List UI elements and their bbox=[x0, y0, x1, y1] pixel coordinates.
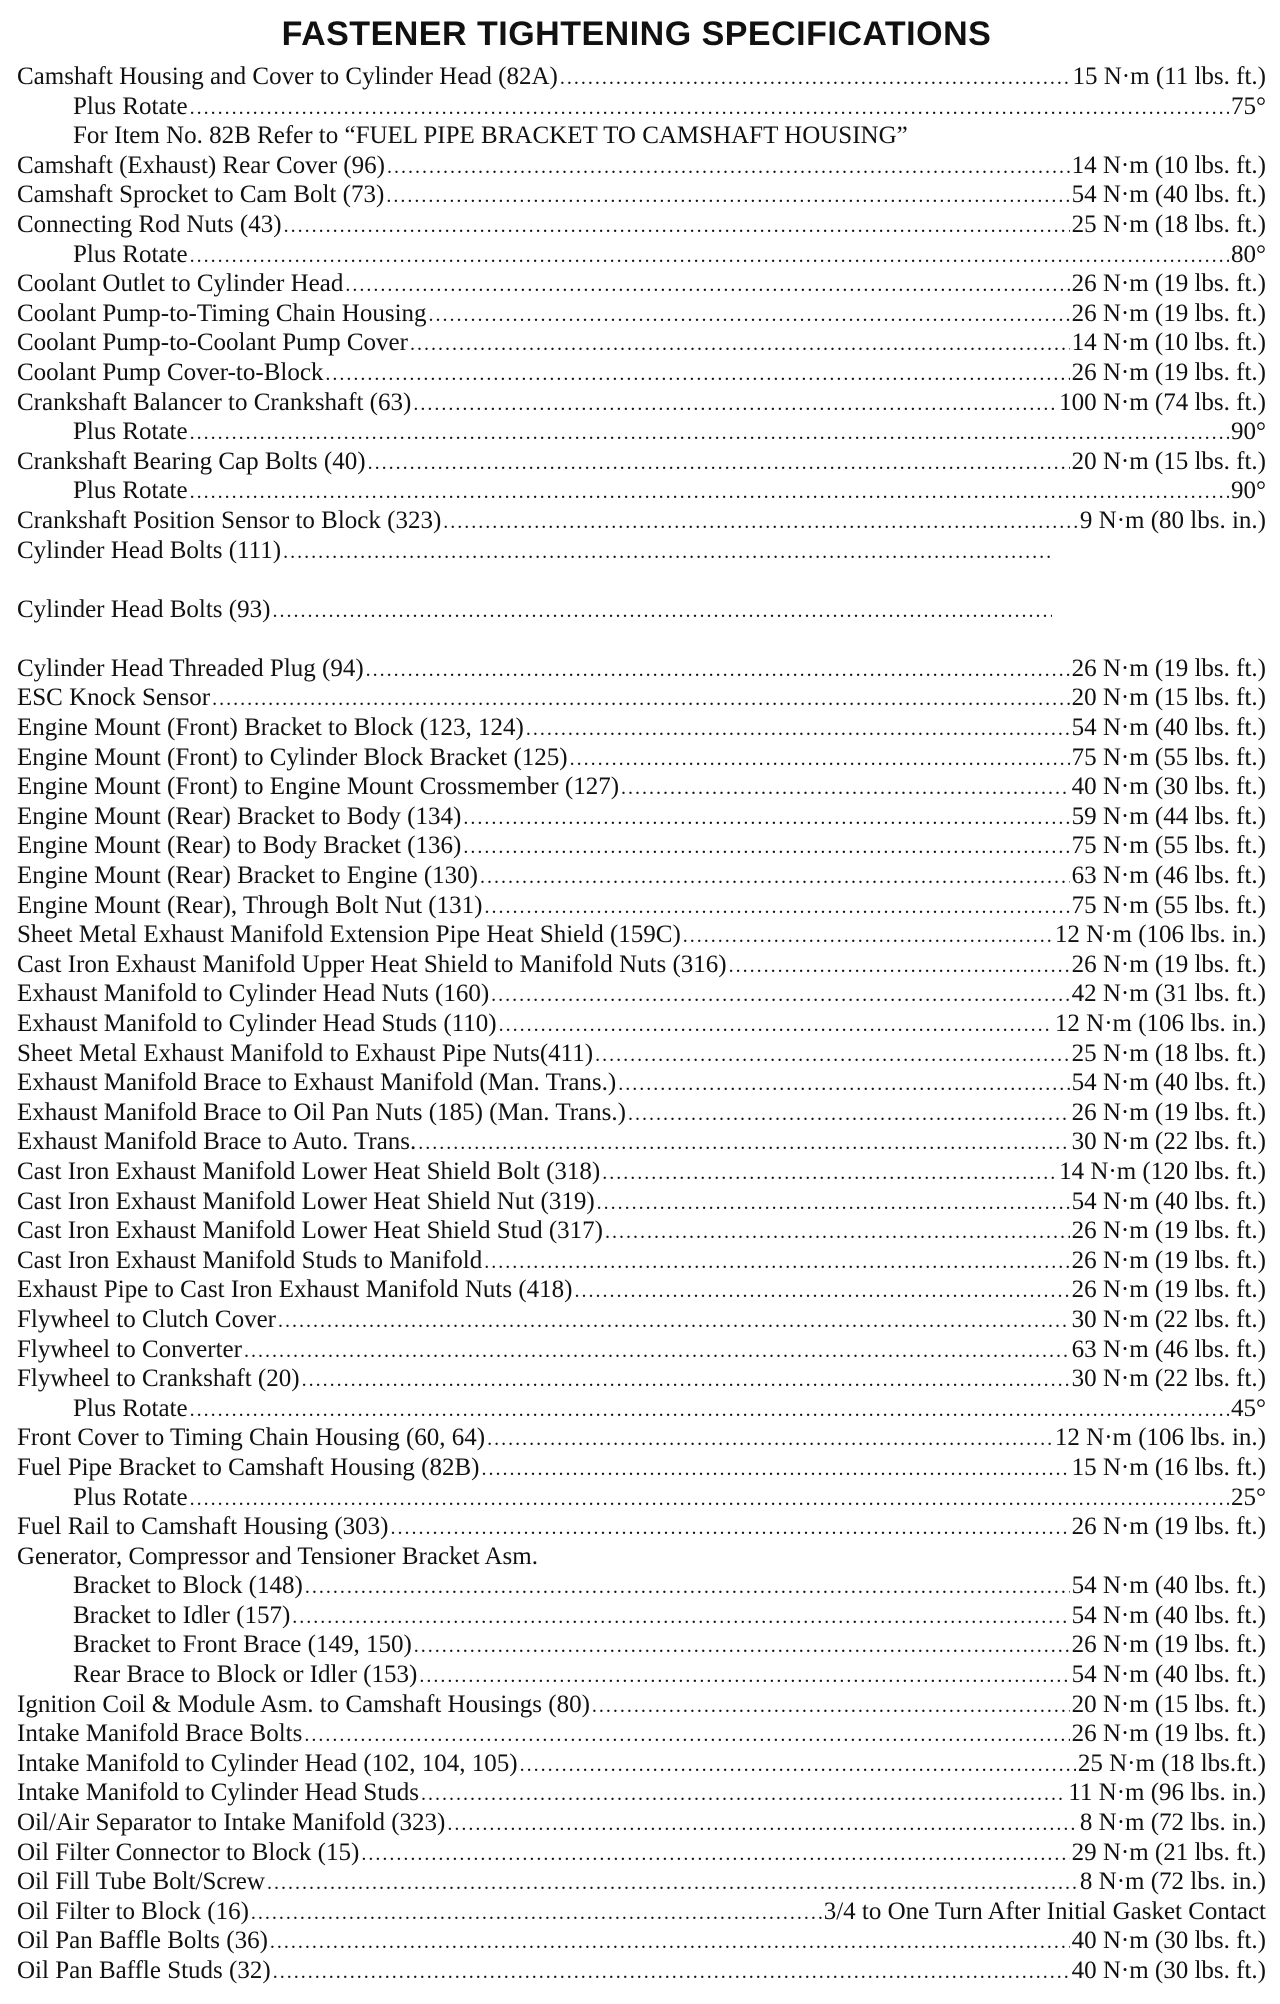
page-title: FASTENER TIGHTENING SPECIFICATIONS bbox=[281, 15, 992, 53]
dot-leader bbox=[244, 1337, 1070, 1365]
spec-value: 45° bbox=[1231, 1394, 1266, 1422]
dot-leader bbox=[273, 1958, 1070, 1986]
spec-value: 54 N·m (40 lbs. ft.) bbox=[1071, 714, 1266, 742]
spec-value: 15 N·m (16 lbs. ft.) bbox=[1071, 1453, 1266, 1481]
dot-leader bbox=[304, 1721, 1069, 1749]
dot-leader bbox=[212, 685, 1070, 713]
spec-row bbox=[17, 92, 1266, 122]
dot-leader bbox=[391, 1514, 1070, 1542]
spec-item-name: Flywheel to Crankshaft (20) bbox=[17, 1365, 300, 1393]
spec-row bbox=[17, 1630, 1266, 1660]
spec-value: 20 N·m (15 lbs. ft.) bbox=[1071, 447, 1266, 475]
spec-row bbox=[17, 654, 1266, 684]
spec-value: 20 N·m (15 lbs. ft.) bbox=[1071, 684, 1266, 712]
dot-leader bbox=[499, 1011, 1053, 1039]
spec-row bbox=[17, 802, 1266, 832]
spec-row bbox=[17, 1305, 1266, 1335]
spec-item-name: Exhaust Manifold Brace to Exhaust Manifold (Man. Trans.) bbox=[17, 1069, 617, 1097]
spec-row bbox=[17, 595, 1266, 625]
spec-value: 25 N·m (18 lbs. ft.) bbox=[1071, 1039, 1266, 1067]
spec-row bbox=[17, 1808, 1266, 1838]
spec-row bbox=[17, 1690, 1266, 1720]
spec-item-name: Bracket to Block (148) bbox=[73, 1572, 303, 1600]
spec-item-name: Oil Filter to Block (16) bbox=[17, 1897, 249, 1925]
spec-value: 54 N·m (40 lbs. ft.) bbox=[1071, 1601, 1266, 1629]
dot-leader bbox=[729, 952, 1070, 980]
spec-list bbox=[17, 62, 1266, 1986]
dot-leader bbox=[368, 449, 1070, 477]
spec-row bbox=[17, 328, 1266, 358]
spec-item-name: Bracket to Front Brace (149, 150) bbox=[73, 1631, 412, 1659]
spec-row bbox=[17, 743, 1266, 773]
spec-item-name: Oil Pan Baffle Studs (32) bbox=[17, 1957, 271, 1984]
dot-leader bbox=[526, 715, 1070, 743]
spec-row bbox=[17, 1364, 1266, 1394]
spec-item-name: Plus Rotate bbox=[73, 240, 188, 268]
spec-item-name: Engine Mount (Rear), Through Bolt Nut (131) bbox=[17, 891, 483, 919]
dot-leader bbox=[628, 1100, 1070, 1128]
spec-row bbox=[17, 624, 1266, 654]
spec-item-name: Flywheel to Converter bbox=[17, 1335, 242, 1363]
spec-item-name: Oil/Air Separator to Intake Manifold (323) bbox=[17, 1809, 446, 1837]
spec-row bbox=[17, 979, 1266, 1009]
dot-leader bbox=[190, 242, 1229, 270]
dot-leader bbox=[618, 1070, 1069, 1098]
spec-row bbox=[17, 299, 1266, 329]
dot-leader bbox=[683, 922, 1053, 950]
spec-value: 26 N·m (19 lbs. ft.) bbox=[1071, 1631, 1266, 1659]
spec-value: 63 N·m (46 lbs. ft.) bbox=[1071, 1335, 1266, 1363]
spec-row bbox=[17, 1098, 1266, 1128]
spec-value: 14 N·m (10 lbs. ft.) bbox=[1071, 329, 1266, 357]
spec-item-name: Engine Mount (Rear) Bracket to Body (134) bbox=[17, 802, 462, 830]
dot-leader bbox=[190, 1396, 1229, 1424]
spec-row bbox=[17, 950, 1266, 980]
spec-value: 40 N·m (30 lbs. ft.) bbox=[1071, 1927, 1266, 1955]
spec-value: 26 N·m (19 lbs. ft.) bbox=[1071, 358, 1266, 386]
spec-value: 12 N·m (106 lbs. in.) bbox=[1054, 1010, 1266, 1037]
dot-leader bbox=[190, 419, 1229, 447]
dot-leader bbox=[570, 745, 1070, 773]
spec-row bbox=[17, 1897, 1266, 1927]
spec-item-name: Cast Iron Exhaust Manifold Upper Heat Shield to Manifold Nuts (316) bbox=[17, 950, 727, 978]
spec-item-name: Oil Pan Baffle Bolts (36) bbox=[17, 1927, 268, 1955]
spec-item-name: Plus Rotate bbox=[73, 1483, 188, 1511]
spec-row bbox=[17, 1394, 1266, 1424]
dot-leader bbox=[190, 1485, 1229, 1513]
spec-row bbox=[17, 358, 1266, 388]
dot-leader bbox=[305, 1573, 1070, 1601]
spec-value: 54 N·m (40 lbs. ft.) bbox=[1071, 1069, 1266, 1097]
spec-value: 54 N·m (40 lbs. ft.) bbox=[1071, 1572, 1266, 1600]
dot-leader bbox=[361, 1840, 1069, 1868]
spec-value: 15 N·m (11 lbs. ft.) bbox=[1072, 63, 1266, 90]
spec-item-name: Cylinder Head Bolts (93) bbox=[17, 595, 271, 623]
spec-item-name: Engine Mount (Front) Bracket to Block (123, 124) bbox=[17, 714, 524, 742]
spec-item-name: Cast Iron Exhaust Manifold Lower Heat Shield Bolt (318) bbox=[17, 1157, 601, 1185]
spec-item-name: Oil Fill Tube Bolt/Screw bbox=[17, 1868, 265, 1896]
spec-item-name: Exhaust Pipe to Cast Iron Exhaust Manifold Nuts (418) bbox=[17, 1276, 573, 1304]
spec-row bbox=[17, 210, 1266, 240]
spec-row bbox=[17, 831, 1266, 861]
spec-row bbox=[17, 1867, 1266, 1897]
dot-leader bbox=[270, 1928, 1070, 1956]
spec-value: 100 N·m (74 lbs. ft.) bbox=[1059, 388, 1266, 416]
dot-leader bbox=[592, 1692, 1070, 1720]
spec-row bbox=[17, 417, 1266, 447]
spec-value: 59 N·m (44 lbs. ft.) bbox=[1071, 802, 1266, 830]
spec-row bbox=[17, 683, 1266, 713]
spec-row bbox=[17, 1157, 1266, 1187]
spec-row bbox=[17, 1719, 1266, 1749]
spec-value: 26 N·m (19 lbs. ft.) bbox=[1071, 1217, 1266, 1245]
spec-item-name: Exhaust Manifold Brace to Oil Pan Nuts (185) (Man. Trans.) bbox=[17, 1098, 626, 1126]
spec-item-name: Coolant Pump-to-Coolant Pump Cover bbox=[17, 329, 408, 357]
spec-row bbox=[17, 1483, 1266, 1513]
spec-item-name: Exhaust Manifold to Cylinder Head Nuts (160) bbox=[17, 980, 490, 1008]
spec-item-name: Engine Mount (Rear) Bracket to Engine (130) bbox=[17, 862, 478, 890]
spec-item-name: Exhaust Manifold to Cylinder Head Studs (110) bbox=[17, 1010, 497, 1037]
spec-value: 3/4 to One Turn After Initial Gasket Contact bbox=[823, 1897, 1266, 1925]
spec-item-name: Camshaft Sprocket to Cam Bolt (73) bbox=[17, 181, 385, 209]
spec-row bbox=[17, 1512, 1266, 1542]
spec-item-name: Fuel Rail to Camshaft Housing (303) bbox=[17, 1513, 389, 1541]
spec-value: 14 N·m (10 lbs. ft.) bbox=[1071, 151, 1266, 179]
spec-row bbox=[17, 1956, 1266, 1986]
spec-row bbox=[17, 1542, 1266, 1572]
dot-leader bbox=[463, 833, 1069, 861]
spec-item-name: Bracket to Idler (157) bbox=[73, 1601, 291, 1629]
dot-leader bbox=[520, 1751, 1076, 1779]
dot-leader bbox=[278, 1307, 1070, 1335]
spec-value: 14 N·m (120 lbs. ft.) bbox=[1059, 1157, 1266, 1185]
spec-row bbox=[17, 388, 1266, 418]
spec-value: 26 N·m (19 lbs. ft.) bbox=[1071, 950, 1266, 978]
dot-leader bbox=[602, 1159, 1057, 1187]
spec-value: 26 N·m (19 lbs. ft.) bbox=[1071, 270, 1266, 298]
spec-item-name: Cast Iron Exhaust Manifold Lower Heat Shield Stud (317) bbox=[17, 1217, 604, 1245]
dot-leader bbox=[414, 1632, 1070, 1660]
spec-value: 8 N·m (72 lbs. in.) bbox=[1079, 1868, 1266, 1896]
spec-item-name: Intake Manifold Brace Bolts bbox=[17, 1720, 303, 1748]
dot-leader bbox=[418, 1129, 1069, 1157]
spec-item-name: Flywheel to Clutch Cover bbox=[17, 1305, 276, 1333]
dot-leader bbox=[325, 360, 1069, 388]
spec-value: 42 N·m (31 lbs. ft.) bbox=[1071, 980, 1266, 1008]
spec-row bbox=[17, 151, 1266, 181]
dot-leader bbox=[345, 271, 1069, 299]
spec-item-name: Plus Rotate bbox=[73, 92, 188, 120]
spec-row bbox=[17, 891, 1266, 921]
spec-value: 11 N·m (96 lbs. in.) bbox=[1068, 1779, 1266, 1807]
spec-item-name: Sheet Metal Exhaust Manifold to Exhaust Pipe Nuts(411) bbox=[17, 1039, 594, 1067]
dot-leader bbox=[366, 656, 1070, 684]
spec-item-name: Plus Rotate bbox=[73, 1394, 188, 1422]
dot-leader bbox=[484, 1248, 1069, 1276]
spec-value: 40 N·m (30 lbs. ft.) bbox=[1071, 1957, 1266, 1984]
spec-row bbox=[17, 1838, 1266, 1868]
spec-value: 26 N·m (19 lbs. ft.) bbox=[1071, 299, 1266, 327]
spec-value: 63 N·m (46 lbs. ft.) bbox=[1071, 862, 1266, 890]
spec-row bbox=[17, 1216, 1266, 1246]
spec-row bbox=[17, 565, 1266, 595]
spec-row bbox=[17, 180, 1266, 210]
spec-row bbox=[17, 1453, 1266, 1483]
spec-item-name: Camshaft (Exhaust) Rear Cover (96) bbox=[17, 151, 385, 179]
spec-item-name: For Item No. 82B Refer to “FUEL PIPE BRACKET TO CAMSHAFT HOUSING” bbox=[73, 122, 908, 150]
spec-row bbox=[17, 1749, 1266, 1779]
dot-leader bbox=[443, 508, 1078, 536]
spec-item-name: Crankshaft Bearing Cap Bolts (40) bbox=[17, 447, 366, 475]
dot-leader bbox=[491, 981, 1069, 1009]
spec-row bbox=[17, 920, 1266, 950]
spec-row bbox=[17, 861, 1266, 891]
spec-row bbox=[17, 1601, 1266, 1631]
spec-value: 90° bbox=[1231, 418, 1266, 446]
dot-leader bbox=[429, 301, 1070, 329]
spec-value: 75 N·m (55 lbs. ft.) bbox=[1071, 891, 1266, 919]
dot-leader bbox=[595, 1041, 1070, 1069]
spec-item-name: Cylinder Head Bolts (111) bbox=[17, 536, 282, 564]
spec-item-name: Intake Manifold to Cylinder Head Studs bbox=[17, 1779, 420, 1807]
spec-value: 30 N·m (22 lbs. ft.) bbox=[1071, 1128, 1266, 1156]
spec-value: 54 N·m (40 lbs. ft.) bbox=[1071, 1187, 1266, 1215]
spec-row bbox=[17, 1778, 1266, 1808]
dot-leader bbox=[463, 804, 1069, 832]
spec-value: 25° bbox=[1231, 1483, 1266, 1511]
dot-leader bbox=[251, 1899, 822, 1927]
spec-row bbox=[17, 772, 1266, 802]
spec-value: 80° bbox=[1231, 240, 1266, 268]
spec-value: 25 N·m (18 lbs. ft.) bbox=[1071, 210, 1266, 238]
spec-item-name: Cast Iron Exhaust Manifold Studs to Manifold bbox=[17, 1246, 483, 1274]
dot-leader bbox=[605, 1218, 1070, 1246]
spec-value: 29 N·m (21 lbs. ft.) bbox=[1071, 1838, 1266, 1866]
spec-row bbox=[17, 269, 1266, 299]
spec-row bbox=[17, 1246, 1266, 1276]
dot-leader bbox=[386, 182, 1069, 210]
dot-leader bbox=[292, 1603, 1069, 1631]
spec-value: 26 N·m (19 lbs. ft.) bbox=[1071, 1720, 1266, 1748]
dot-leader bbox=[487, 1425, 1053, 1453]
spec-row bbox=[17, 713, 1266, 743]
spec-item-name: Crankshaft Balancer to Crankshaft (63) bbox=[17, 388, 412, 416]
spec-item-name: Exhaust Manifold Brace to Auto. Trans. bbox=[17, 1128, 417, 1156]
spec-value: 25 N·m (18 lbs.ft.) bbox=[1077, 1749, 1266, 1777]
spec-item-name: Sheet Metal Exhaust Manifold Extension Pipe Heat Shield (159C) bbox=[17, 921, 681, 949]
spec-row bbox=[17, 1423, 1266, 1453]
spec-item-name: Camshaft Housing and Cover to Cylinder Head (82A) bbox=[17, 63, 558, 90]
dot-leader bbox=[284, 212, 1070, 240]
spec-item-name: ESC Knock Sensor bbox=[17, 684, 211, 712]
spec-value: 12 N·m (106 lbs. in.) bbox=[1054, 921, 1266, 949]
dot-leader bbox=[190, 478, 1229, 506]
spec-item-name: Coolant Pump Cover-to-Block bbox=[17, 358, 324, 386]
spec-row bbox=[17, 536, 1266, 566]
dot-leader bbox=[190, 94, 1229, 122]
spec-value: 26 N·m (19 lbs. ft.) bbox=[1071, 1276, 1266, 1304]
spec-row bbox=[17, 240, 1266, 270]
spec-row bbox=[17, 1039, 1266, 1069]
spec-row bbox=[17, 506, 1266, 536]
dot-leader bbox=[480, 863, 1070, 891]
spec-row bbox=[17, 447, 1266, 477]
spec-value: 26 N·m (19 lbs. ft.) bbox=[1071, 1513, 1266, 1541]
spec-value: 40 N·m (30 lbs. ft.) bbox=[1071, 773, 1266, 801]
spec-item-name: Engine Mount (Front) to Engine Mount Crossmember (127) bbox=[17, 773, 620, 801]
dot-leader bbox=[447, 1810, 1078, 1838]
spec-value: 75 N·m (55 lbs. ft.) bbox=[1071, 743, 1266, 771]
spec-value: 75° bbox=[1231, 92, 1266, 120]
spec-item-name: Plus Rotate bbox=[73, 418, 188, 446]
spec-value: 90° bbox=[1231, 477, 1266, 505]
spec-value: 54 N·m (40 lbs. ft.) bbox=[1071, 181, 1266, 209]
spec-item-name: Cast Iron Exhaust Manifold Lower Heat Shield Nut (319) bbox=[17, 1187, 595, 1215]
dot-leader bbox=[421, 1780, 1066, 1808]
spec-value: 30 N·m (22 lbs. ft.) bbox=[1071, 1365, 1266, 1393]
spec-row bbox=[17, 1335, 1266, 1365]
spec-row bbox=[17, 1009, 1266, 1039]
dot-leader bbox=[272, 597, 1052, 625]
dot-leader bbox=[302, 1366, 1070, 1394]
dot-leader bbox=[481, 1455, 1069, 1483]
spec-row bbox=[17, 121, 1266, 151]
dot-leader bbox=[413, 390, 1057, 418]
spec-row bbox=[17, 1571, 1266, 1601]
dot-leader bbox=[621, 774, 1070, 802]
spec-value: 26 N·m (19 lbs. ft.) bbox=[1071, 1098, 1266, 1126]
spec-item-name: Coolant Pump-to-Timing Chain Housing bbox=[17, 299, 427, 327]
dot-leader bbox=[560, 64, 1071, 92]
spec-item-name: Ignition Coil & Module Asm. to Camshaft Housings (80) bbox=[17, 1690, 590, 1718]
spec-value: 20 N·m (15 lbs. ft.) bbox=[1071, 1690, 1266, 1718]
spec-value: 26 N·m (19 lbs. ft.) bbox=[1071, 654, 1266, 682]
dot-leader bbox=[283, 538, 1052, 566]
spec-item-name: Plus Rotate bbox=[73, 477, 188, 505]
spec-row bbox=[17, 1926, 1266, 1956]
dot-leader bbox=[484, 893, 1069, 921]
spec-item-name: Oil Filter Connector to Block (15) bbox=[17, 1838, 360, 1866]
dot-leader bbox=[419, 1662, 1069, 1690]
dot-leader bbox=[387, 153, 1070, 181]
dot-leader bbox=[575, 1277, 1070, 1305]
dot-leader bbox=[597, 1189, 1070, 1217]
spec-value: 12 N·m (106 lbs. in.) bbox=[1054, 1424, 1266, 1452]
spec-item-name: Fuel Pipe Bracket to Camshaft Housing (82B) bbox=[17, 1453, 480, 1481]
spec-row bbox=[17, 62, 1266, 92]
spec-value: 26 N·m (19 lbs. ft.) bbox=[1071, 1246, 1266, 1274]
dot-leader bbox=[267, 1869, 1078, 1897]
spec-value: 8 N·m (72 lbs. in.) bbox=[1079, 1809, 1266, 1837]
spec-row bbox=[17, 1660, 1266, 1690]
dot-leader bbox=[410, 330, 1070, 358]
spec-item-name: Crankshaft Position Sensor to Block (323) bbox=[17, 506, 442, 534]
spec-item-name: Connecting Rod Nuts (43) bbox=[17, 210, 282, 238]
spec-value: 9 N·m (80 lbs. in.) bbox=[1079, 506, 1266, 534]
spec-item-name: Cylinder Head Threaded Plug (94) bbox=[17, 654, 364, 682]
spec-row bbox=[17, 476, 1266, 506]
spec-item-name: Front Cover to Timing Chain Housing (60, 64) bbox=[17, 1424, 486, 1452]
spec-item-name: Coolant Outlet to Cylinder Head bbox=[17, 270, 344, 298]
spec-row bbox=[17, 1187, 1266, 1217]
spec-value: 54 N·m (40 lbs. ft.) bbox=[1071, 1661, 1266, 1689]
spec-item-name: Rear Brace to Block or Idler (153) bbox=[73, 1661, 418, 1689]
spec-item-name: Engine Mount (Front) to Cylinder Block Bracket (125) bbox=[17, 743, 568, 771]
spec-item-name: Engine Mount (Rear) to Body Bracket (136) bbox=[17, 832, 462, 860]
spec-value: 30 N·m (22 lbs. ft.) bbox=[1071, 1305, 1266, 1333]
spec-row bbox=[17, 1275, 1266, 1305]
spec-row bbox=[17, 1127, 1266, 1157]
spec-value: 75 N·m (55 lbs. ft.) bbox=[1071, 832, 1266, 860]
spec-item-name: Intake Manifold to Cylinder Head (102, 104, 105) bbox=[17, 1749, 518, 1777]
spec-row bbox=[17, 1068, 1266, 1098]
spec-item-name: Generator, Compressor and Tensioner Bracket Asm. bbox=[17, 1542, 538, 1570]
